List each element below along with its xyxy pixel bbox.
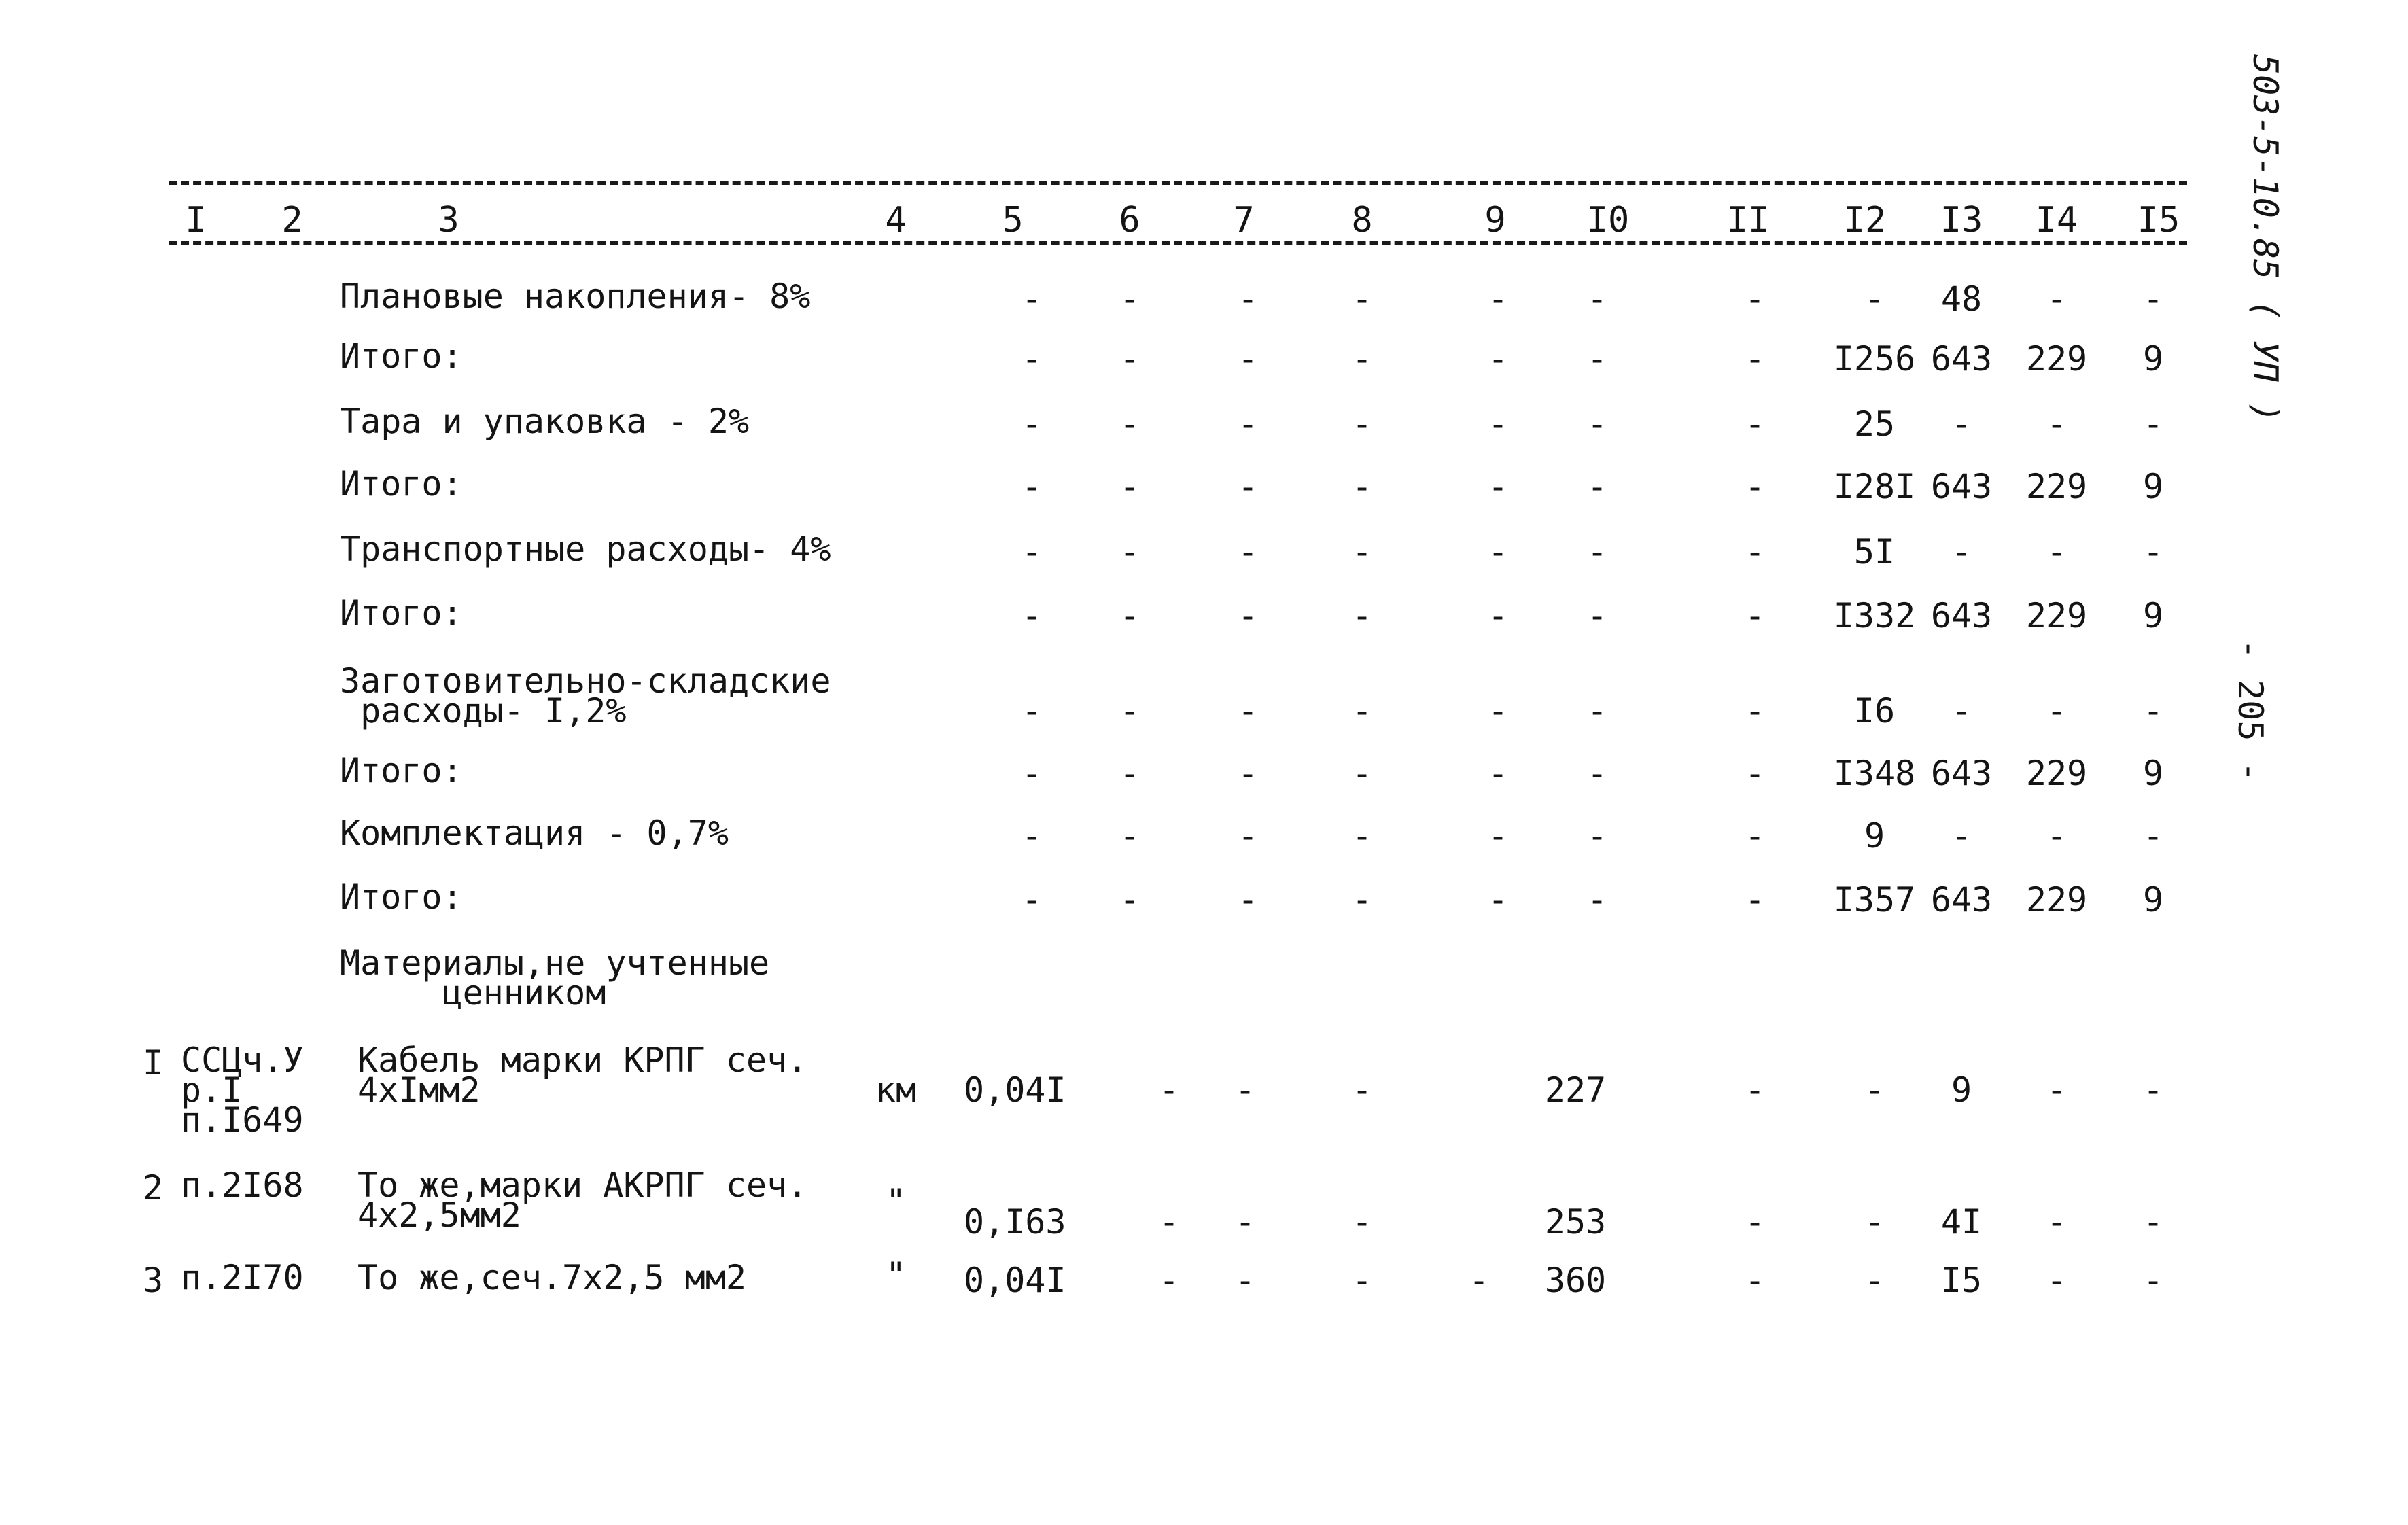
item-number: I [143, 1043, 164, 1083]
col-header-14: I4 [2035, 200, 2078, 241]
summary-cell-c11: - [1586, 596, 1608, 635]
item-unit: " [885, 1255, 907, 1295]
item-cell-c11: 227 [1544, 1070, 1607, 1110]
summary-cell-c15: - [2046, 691, 2067, 731]
summary-cell-c14: - [1951, 691, 1972, 731]
summary-cell-c9: - [1351, 880, 1373, 919]
summary-row-label: Комплектация - 0,7% [340, 813, 729, 853]
item-cell-c12: - [1744, 1202, 1766, 1242]
summary-cell-c14: 643 [1930, 880, 1993, 919]
col-header-15: I5 [2137, 200, 2180, 241]
col-header-12: I2 [1843, 200, 1887, 241]
summary-cell-c13: I357 [1833, 880, 1916, 919]
item-cell-c12: - [1744, 1070, 1766, 1110]
col-header-6: 6 [1119, 200, 1140, 241]
summary-cell-c8: - [1237, 467, 1259, 506]
summary-cell-c13: 25 [1853, 404, 1896, 444]
summary-cell-c11: - [1586, 816, 1608, 856]
item-cell-c16: - [2142, 1261, 2164, 1300]
summary-cell-c15: - [2046, 279, 2067, 319]
col-header-4: 4 [885, 200, 907, 241]
summary-cell-c7: - [1119, 691, 1140, 731]
item-cell-c15: - [2046, 1261, 2067, 1300]
summary-cell-c16: - [2142, 691, 2164, 731]
summary-cell-c12: - [1744, 404, 1766, 444]
summary-cell-c11: - [1586, 691, 1608, 731]
summary-cell-c13: 9 [1864, 816, 1885, 856]
summary-cell-c16: - [2142, 532, 2164, 572]
summary-cell-c12: - [1744, 339, 1766, 379]
summary-cell-c12: - [1744, 816, 1766, 856]
summary-cell-c15: 229 [2025, 880, 2088, 919]
summary-cell-c10: - [1487, 467, 1509, 506]
summary-cell-c16: - [2142, 816, 2164, 856]
summary-cell-c9: - [1351, 816, 1373, 856]
summary-cell-c14: - [1951, 404, 1972, 444]
summary-cell-c10: - [1487, 404, 1509, 444]
summary-row-label: Итого: [340, 593, 463, 633]
summary-cell-c6: - [1021, 816, 1043, 856]
summary-cell-c13: I256 [1833, 339, 1916, 379]
summary-cell-c6: - [1021, 880, 1043, 919]
col-header-3: 3 [438, 200, 459, 241]
item-cell-c16: - [2142, 1202, 2164, 1242]
summary-row-label: Итого: [340, 751, 463, 790]
summary-cell-c8: - [1237, 754, 1259, 793]
col-header-13: I3 [1940, 200, 1983, 241]
summary-cell-c7: - [1119, 404, 1140, 444]
summary-row-label: Заготовительно-складские расходы- I,2% [340, 661, 831, 731]
item-cell-c9: - [1351, 1261, 1373, 1300]
item-name: То же,марки АКРПГ сеч. 4х2,5мм2 [357, 1165, 808, 1235]
summary-cell-c14: - [1951, 816, 1972, 856]
summary-cell-c14: 643 [1930, 596, 1993, 635]
item-cell-c15: - [2046, 1202, 2067, 1242]
summary-cell-c13: I332 [1833, 596, 1916, 635]
item-cell-c7: - [1158, 1261, 1180, 1300]
summary-cell-c6: - [1021, 467, 1043, 506]
item-cell-c8: - [1234, 1070, 1256, 1110]
summary-cell-c16: 9 [2142, 467, 2164, 506]
item-cell-c15: - [2046, 1070, 2067, 1110]
item-cell-c8: - [1234, 1202, 1256, 1242]
item-unit: " [885, 1182, 907, 1221]
summary-cell-c14: - [1951, 532, 1972, 572]
summary-row-label: Итого: [340, 877, 463, 917]
item-cell-c14: I5 [1940, 1261, 1983, 1300]
summary-cell-c12: - [1744, 596, 1766, 635]
summary-cell-c13: - [1864, 279, 1885, 319]
item-cell-c9: - [1351, 1070, 1373, 1110]
col-header-11: II [1726, 200, 1770, 241]
summary-cell-c16: - [2142, 404, 2164, 444]
summary-cell-c15: 229 [2025, 467, 2088, 506]
summary-cell-c6: - [1021, 532, 1043, 572]
summary-cell-c6: - [1021, 404, 1043, 444]
item-cell-c16: - [2142, 1070, 2164, 1110]
summary-cell-c7: - [1119, 279, 1140, 319]
summary-cell-c11: - [1586, 467, 1608, 506]
summary-cell-c14: 643 [1930, 339, 1993, 379]
item-reference: п.2I68 [181, 1165, 304, 1205]
summary-cell-c8: - [1237, 816, 1259, 856]
summary-cell-c11: - [1586, 754, 1608, 793]
summary-cell-c11: - [1586, 404, 1608, 444]
summary-cell-c10: - [1487, 279, 1509, 319]
summary-cell-c9: - [1351, 279, 1373, 319]
summary-cell-c10: - [1487, 532, 1509, 572]
item-cell-c12: - [1744, 1261, 1766, 1300]
summary-cell-c9: - [1351, 339, 1373, 379]
summary-cell-c16: 9 [2142, 880, 2164, 919]
item-name: Кабель марки КРПГ сеч. 4хIмм2 [357, 1040, 808, 1110]
section-title: Материалы,не учтенные ценником [340, 943, 770, 1013]
summary-cell-c16: 9 [2142, 596, 2164, 635]
item-number: 2 [143, 1168, 164, 1208]
summary-cell-c10: - [1487, 596, 1509, 635]
summary-cell-c6: - [1021, 339, 1043, 379]
summary-cell-c8: - [1237, 596, 1259, 635]
page-number: - 205 - [2231, 639, 2270, 782]
summary-cell-c8: - [1237, 279, 1259, 319]
item-reference: п.2I70 [181, 1258, 304, 1297]
summary-cell-c11: - [1586, 532, 1608, 572]
item-cell-c14: 4I [1940, 1202, 1983, 1242]
summary-cell-c13: I28I [1833, 467, 1916, 506]
summary-cell-c10: - [1487, 691, 1509, 731]
summary-row-label: Транспортные расходы- 4% [340, 529, 831, 569]
summary-cell-c14: 643 [1930, 467, 1993, 506]
item-cell-c7: - [1158, 1202, 1180, 1242]
summary-cell-c7: - [1119, 339, 1140, 379]
summary-cell-c12: - [1744, 467, 1766, 506]
summary-cell-c16: 9 [2142, 754, 2164, 793]
item-cell-c8: - [1234, 1261, 1256, 1300]
summary-cell-c13: I6 [1853, 691, 1896, 731]
header-top-rule [169, 181, 2187, 185]
summary-cell-c9: - [1351, 596, 1373, 635]
summary-cell-c12: - [1744, 691, 1766, 731]
summary-cell-c12: - [1744, 880, 1766, 919]
item-number: 3 [143, 1261, 164, 1300]
item-name: То же,сеч.7х2,5 мм2 [357, 1258, 746, 1297]
summary-cell-c15: - [2046, 532, 2067, 572]
summary-cell-c10: - [1487, 880, 1509, 919]
summary-cell-c14: 643 [1930, 754, 1993, 793]
summary-cell-c7: - [1119, 816, 1140, 856]
summary-cell-c15: 229 [2025, 754, 2088, 793]
summary-cell-c7: - [1119, 880, 1140, 919]
item-quantity: 0,04I [964, 1261, 1066, 1300]
summary-cell-c7: - [1119, 532, 1140, 572]
summary-cell-c15: 229 [2025, 596, 2088, 635]
summary-cell-c10: - [1487, 754, 1509, 793]
col-header-8: 8 [1351, 200, 1373, 241]
col-header-9: 9 [1484, 200, 1506, 241]
summary-cell-c7: - [1119, 596, 1140, 635]
summary-cell-c12: - [1744, 532, 1766, 572]
summary-cell-c8: - [1237, 880, 1259, 919]
summary-cell-c7: - [1119, 467, 1140, 506]
item-cell-c11: 253 [1544, 1202, 1607, 1242]
col-header-1: I [185, 200, 207, 241]
summary-cell-c13: I348 [1833, 754, 1916, 793]
col-header-7: 7 [1233, 200, 1255, 241]
item-cell-c13: - [1864, 1070, 1885, 1110]
summary-cell-c16: 9 [2142, 339, 2164, 379]
header-bottom-rule [169, 241, 2187, 245]
item-cell-c9: - [1351, 1202, 1373, 1242]
summary-cell-c6: - [1021, 754, 1043, 793]
summary-cell-c11: - [1586, 339, 1608, 379]
summary-cell-c9: - [1351, 467, 1373, 506]
summary-cell-c8: - [1237, 404, 1259, 444]
summary-cell-c12: - [1744, 754, 1766, 793]
col-header-10: I0 [1586, 200, 1630, 241]
summary-cell-c11: - [1586, 279, 1608, 319]
summary-row-label: Итого: [340, 464, 463, 504]
summary-cell-c6: - [1021, 691, 1043, 731]
summary-cell-c15: 229 [2025, 339, 2088, 379]
item-cell-c14: 9 [1951, 1070, 1972, 1110]
summary-cell-c9: - [1351, 754, 1373, 793]
summary-row-label: Плановые накопления- 8% [340, 277, 811, 316]
summary-cell-c8: - [1237, 532, 1259, 572]
summary-row-label: Тара и упаковка - 2% [340, 402, 750, 441]
summary-cell-c9: - [1351, 404, 1373, 444]
summary-cell-c14: 48 [1940, 279, 1983, 319]
summary-cell-c9: - [1351, 532, 1373, 572]
summary-cell-c12: - [1744, 279, 1766, 319]
summary-cell-c7: - [1119, 754, 1140, 793]
summary-cell-c9: - [1351, 691, 1373, 731]
item-cell-c7: - [1158, 1070, 1180, 1110]
summary-cell-c6: - [1021, 596, 1043, 635]
summary-row-label: Итого: [340, 336, 463, 376]
item-reference: ССЦч.У р.I п.I649 [181, 1040, 304, 1140]
summary-cell-c10: - [1487, 816, 1509, 856]
item-unit: км [875, 1070, 917, 1110]
summary-cell-c6: - [1021, 279, 1043, 319]
summary-cell-c16: - [2142, 279, 2164, 319]
document-code: 503-5-10.85 ( УП ) [2246, 54, 2285, 423]
summary-cell-c11: - [1586, 880, 1608, 919]
summary-cell-c8: - [1237, 691, 1259, 731]
summary-cell-c8: - [1237, 339, 1259, 379]
summary-cell-c10: - [1487, 339, 1509, 379]
item-quantity: 0,I63 [964, 1202, 1066, 1242]
item-cell-c13: - [1864, 1261, 1885, 1300]
col-header-2: 2 [281, 200, 303, 241]
item-cell-c13: - [1864, 1202, 1885, 1242]
summary-cell-c15: - [2046, 404, 2067, 444]
summary-cell-c13: 5I [1853, 532, 1896, 572]
item-cell-c10: - [1468, 1261, 1490, 1300]
col-header-5: 5 [1002, 200, 1024, 241]
item-cell-c11: 360 [1544, 1261, 1607, 1300]
item-quantity: 0,04I [964, 1070, 1066, 1110]
summary-cell-c15: - [2046, 816, 2067, 856]
